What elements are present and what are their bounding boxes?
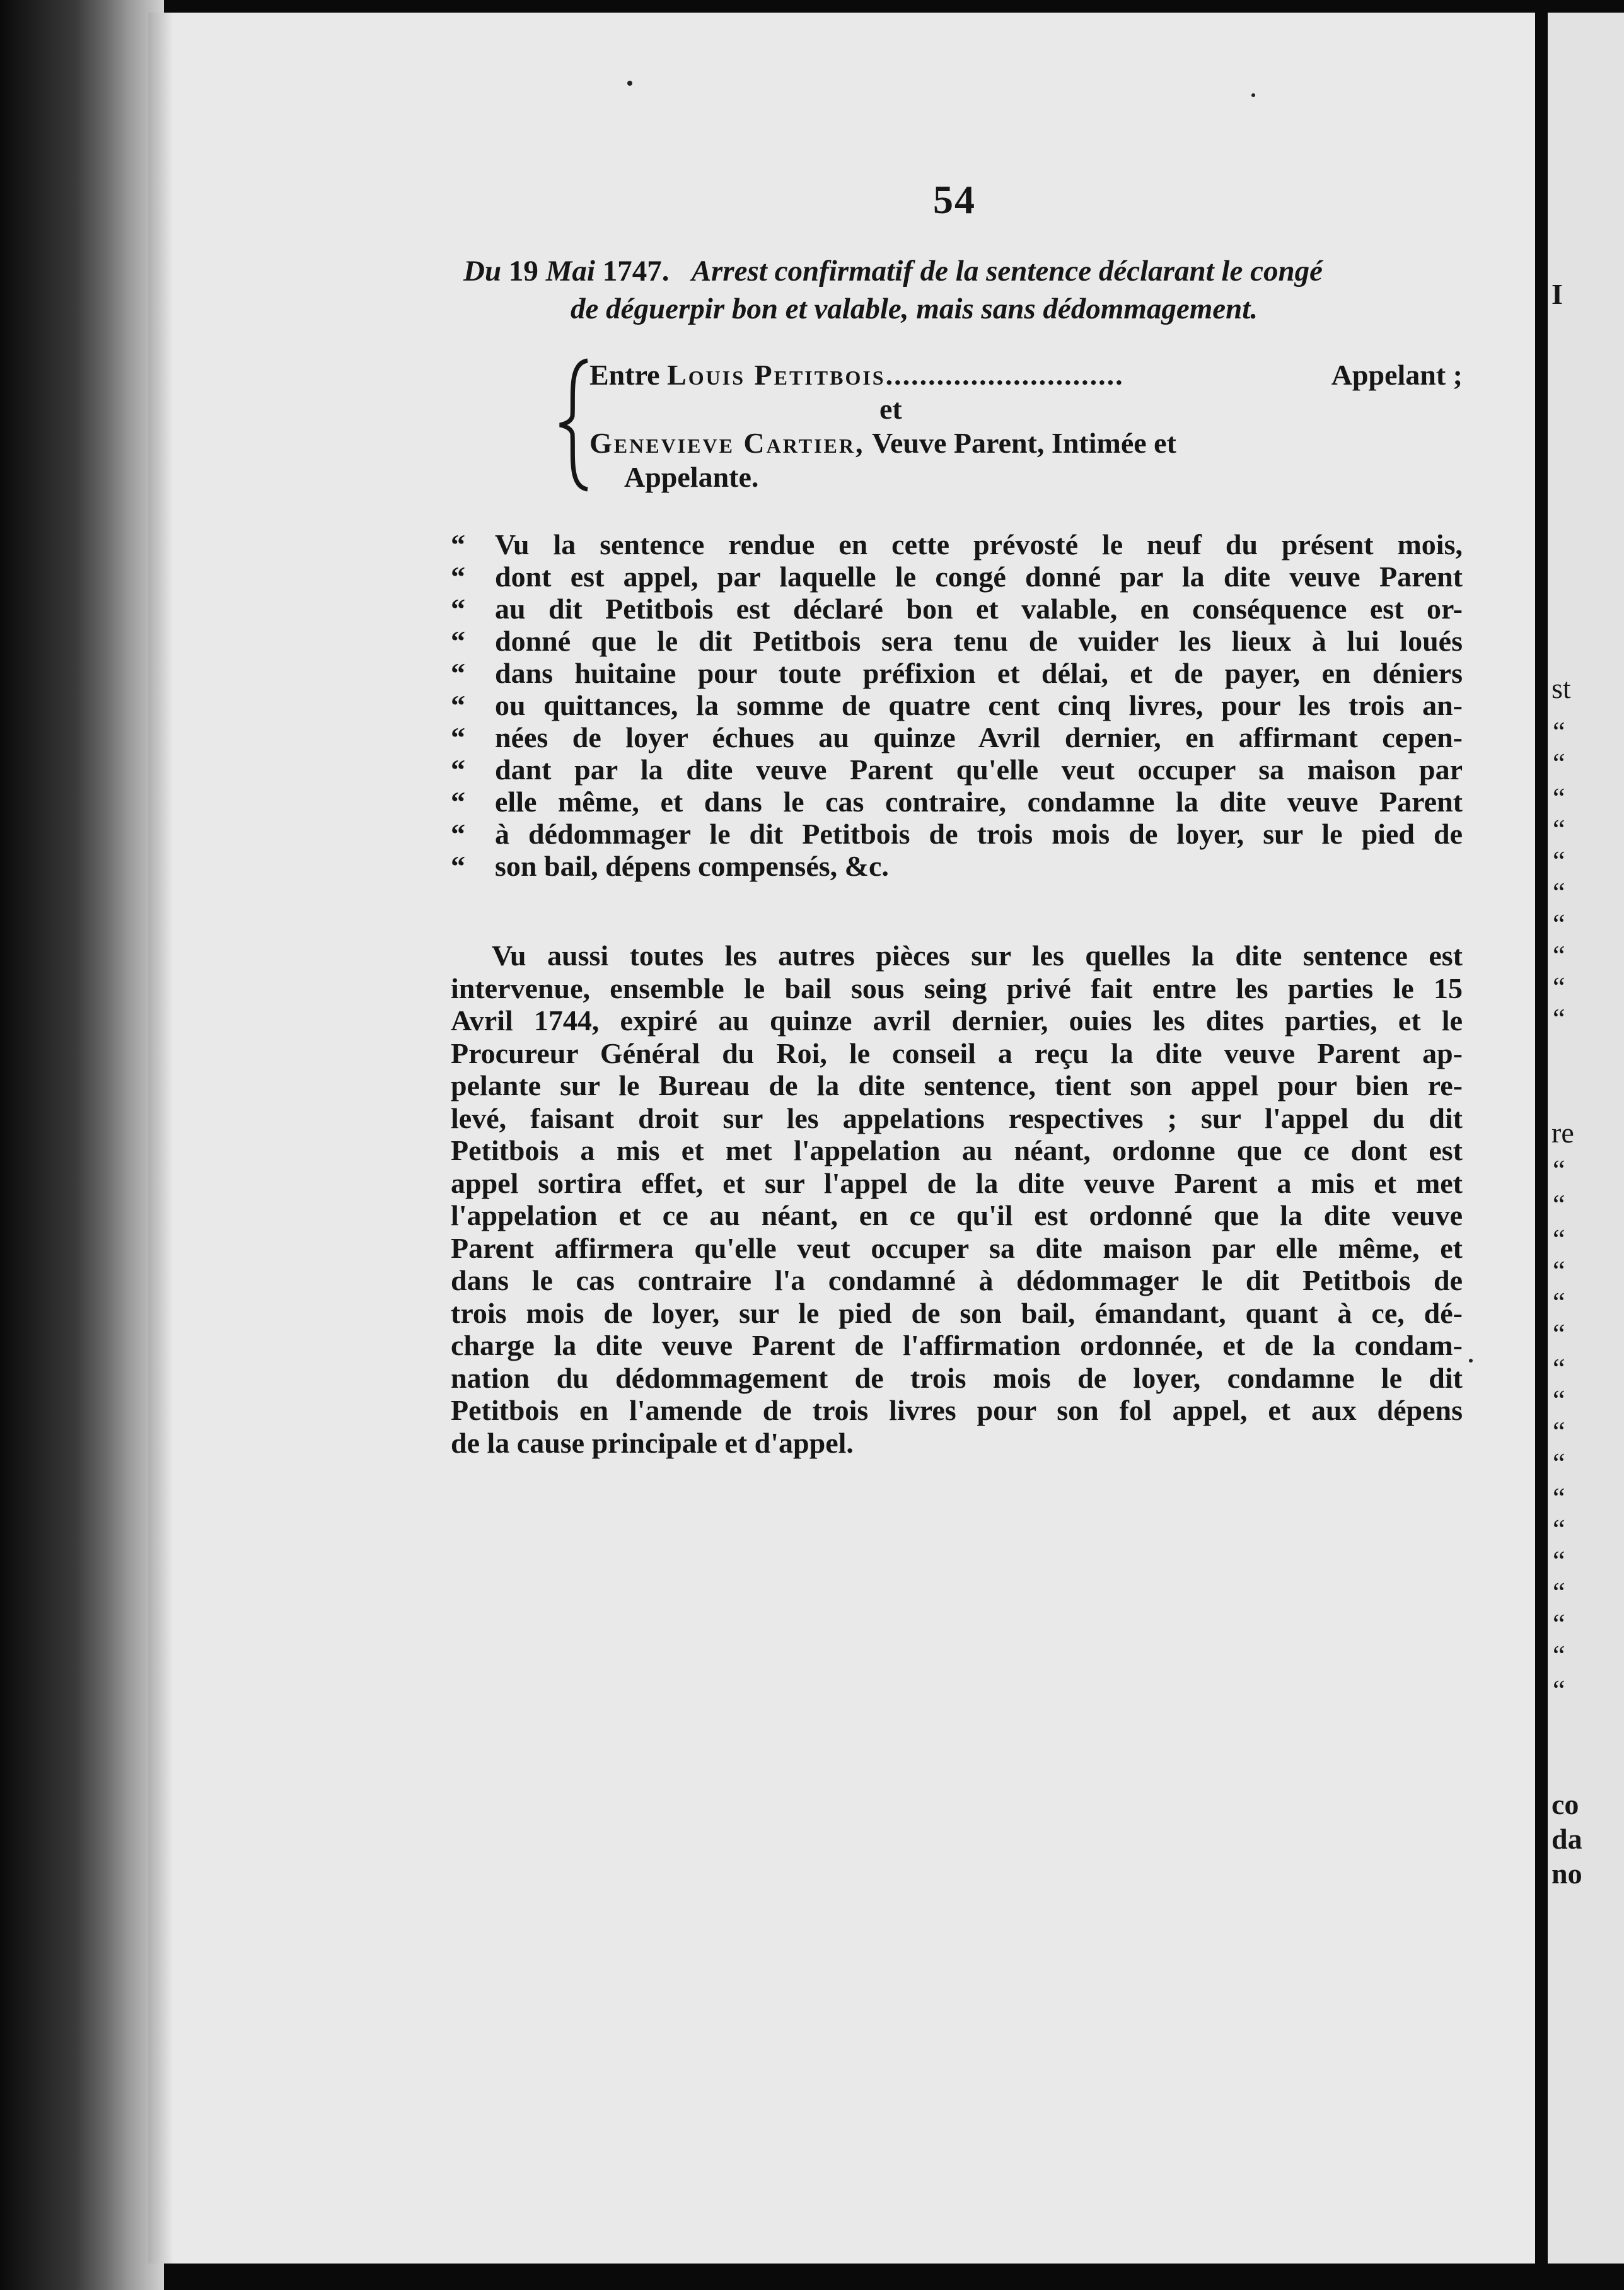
case-date	[463, 255, 669, 288]
facing-page-letter: da	[1552, 1823, 1582, 1855]
facing-page-letter: re	[1552, 1117, 1574, 1149]
date-year: 1747.	[602, 255, 670, 288]
conjunction-et: et	[879, 393, 902, 425]
facing-page-quote-marker: “	[1553, 748, 1565, 779]
quote-marker: “	[451, 818, 465, 850]
quote-marker: “	[451, 657, 465, 689]
facing-page-quote-marker: “	[1553, 1577, 1565, 1608]
quote-line	[451, 850, 1463, 882]
date-month: Mai	[545, 255, 595, 288]
facing-page-quote-marker: “	[1553, 1448, 1565, 1479]
facing-page-quote-marker: “	[1553, 909, 1565, 939]
quote-line	[451, 786, 1463, 818]
quote-marker: “	[451, 786, 465, 818]
quote-marker: “	[451, 753, 465, 786]
quote-marker: “	[451, 561, 465, 593]
quote-line-text: à dédommager le dit Petitbois de trois mois de loyer, sur le pied de	[495, 818, 1463, 850]
date-day: 19	[508, 255, 538, 288]
facing-page-quote-marker: “	[1553, 1514, 1565, 1545]
quote-line	[451, 818, 1463, 850]
facing-page-quote-marker: “	[1553, 1385, 1565, 1415]
case-title-line-2: de déguerpir bon et valable, mais sans dédommagement.	[571, 293, 1258, 325]
body-line: de la cause principale et d'appel.	[451, 1426, 854, 1459]
quote-marker: “	[451, 721, 465, 753]
facing-page-letter: co	[1552, 1788, 1579, 1820]
body-line: l'appelation et ce au néant, en ce qu'il est ordonné que la dite veuve	[451, 1199, 1463, 1231]
entre-label: Entre	[589, 359, 660, 391]
body-line: Avril 1744, expiré au quinze avril dernier, ouies les dites parties, et le	[451, 1004, 1463, 1037]
respondent-role: Appelante.	[624, 461, 759, 493]
facing-page-quote-marker: “	[1553, 1545, 1565, 1576]
facing-page-quote-marker: “	[1553, 1675, 1565, 1706]
body-line: dans le cas contraire l'a condamné à dédommager le dit Petitbois de	[451, 1264, 1463, 1296]
quote-line-text: donné que le dit Petitbois sera tenu de vuider les lieux à lui loués	[495, 625, 1463, 657]
facing-page-quote-marker: “	[1553, 846, 1565, 876]
parties-block	[589, 358, 1463, 494]
ink-speck	[627, 81, 632, 86]
body-line: nation du dédommagement de trois mois de loyer, condamne le dit	[451, 1361, 1463, 1394]
body-line: levé, faisant droit sur les appelations respectives ; sur l'appel du dit	[451, 1101, 1463, 1134]
facing-page-quote-marker: “	[1553, 1154, 1565, 1185]
facing-page-quote-marker: “	[1553, 1189, 1565, 1220]
page-gutter	[1535, 0, 1548, 2290]
quote-line-text: nées de loyer échues au quinze Avril dernier, en affirmant cepen-	[495, 721, 1463, 753]
appellant-name: Louis Petitbois	[667, 359, 886, 391]
facing-page-letter: st	[1552, 672, 1571, 704]
facing-page-quote-marker: “	[1553, 1640, 1565, 1671]
quote-marker: “	[451, 528, 465, 561]
body-line: appel sortira effet, et sur l'appel de la dite veuve Parent a mis et met	[451, 1166, 1463, 1199]
body-line: trois mois de loyer, sur le pied de son bail, émandant, quant à ce, dé-	[451, 1296, 1463, 1329]
book-binding-edge	[0, 0, 164, 2290]
quote-line-text: elle même, et dans le cas contraire, condamne la dite veuve Parent	[495, 786, 1463, 818]
quote-marker: “	[451, 689, 465, 721]
facing-page-quote-marker: “	[1553, 972, 1565, 1003]
facing-page-quote-marker: “	[1553, 1318, 1565, 1349]
curly-brace	[555, 358, 593, 492]
quote-line	[451, 625, 1463, 657]
body-line: pelante sur le Bureau de la dite sentence, tient son appel pour bien re-	[451, 1069, 1463, 1101]
case-heading	[463, 252, 1459, 328]
body-line: charge la dite veuve Parent de l'affirmation ordonnée, et de la condam-	[451, 1329, 1463, 1361]
facing-page-quote-marker: “	[1553, 814, 1565, 845]
judgment-body	[451, 939, 1463, 1459]
facing-page-quote-marker: “	[1553, 1255, 1565, 1286]
quote-marker: “	[451, 625, 465, 657]
quote-line-text: ou quittances, la somme de quatre cent cinq livres, pour les trois an-	[495, 689, 1463, 721]
quote-line	[451, 753, 1463, 786]
ink-speck	[1469, 1359, 1473, 1363]
body-line: Petitbois a mis et met l'appelation au néant, ordonne que ce dont est	[451, 1134, 1463, 1166]
appellant-role: Appelant ;	[1331, 359, 1463, 391]
date-prefix: Du	[463, 255, 502, 288]
facing-page-fragment	[1548, 13, 1624, 2264]
heading-line-1	[463, 252, 1459, 290]
body-line: Parent affirmera qu'elle veut occuper sa dite maison par elle même, et	[451, 1231, 1463, 1264]
respondent-name: Genevieve Cartier,	[589, 427, 865, 459]
facing-page-quote-marker: “	[1553, 877, 1565, 908]
page-number: 54	[933, 177, 976, 222]
facing-page-quote-marker: “	[1553, 1482, 1565, 1513]
respondent-description: Veuve Parent, Intimée et	[872, 427, 1176, 459]
facing-page-quote-marker: “	[1553, 1416, 1565, 1447]
leader-dots: ............................	[885, 359, 1124, 391]
body-line: Vu aussi toutes les autres pièces sur les quelles la dite sentence est	[492, 939, 1463, 972]
quote-line	[451, 593, 1463, 625]
quote-line	[451, 657, 1463, 689]
page-gutter-shadow	[148, 13, 173, 2264]
quote-line	[451, 689, 1463, 721]
ink-speck	[1251, 93, 1255, 97]
facing-page-letter: I	[1552, 278, 1563, 310]
facing-page-quote-marker: “	[1553, 1003, 1565, 1034]
body-line: intervenue, ensemble le bail sous seing privé fait entre les parties le 15	[451, 972, 1463, 1004]
quote-line-text: dont est appel, par laquelle le congé donné par la dite veuve Parent	[495, 561, 1463, 593]
quote-line	[451, 721, 1463, 753]
quoted-sentence	[451, 528, 1463, 882]
quote-marker: “	[451, 850, 465, 882]
quote-line	[451, 561, 1463, 593]
facing-page-quote-marker: “	[1553, 940, 1565, 971]
case-title-line-1: Arrest confirmatif de la sentence déclarant le congé	[691, 255, 1323, 288]
quote-line-text: son bail, dépens compensés, &c.	[495, 850, 889, 882]
body-line: Petitbois en l'amende de trois livres pour son fol appel, et aux dépens	[451, 1394, 1463, 1426]
quote-line-text: dans huitaine pour toute préfixion et délai, et de payer, en déniers	[495, 657, 1463, 689]
facing-page-quote-marker: “	[1553, 782, 1565, 813]
quote-line-text: au dit Petitbois est déclaré bon et valable, en conséquence est or-	[495, 593, 1463, 625]
facing-page-quote-marker: “	[1553, 1353, 1565, 1384]
respondent-row	[589, 426, 1463, 460]
facing-page-quote-marker: “	[1553, 1608, 1565, 1639]
quote-line-text: dant par la dite veuve Parent qu'elle veut occuper sa maison par	[495, 753, 1463, 786]
quote-line-text: Vu la sentence rendue en cette prévosté le neuf du présent mois,	[495, 528, 1463, 561]
facing-page-quote-marker: “	[1553, 1224, 1565, 1255]
appellant-row	[589, 358, 1463, 392]
body-line: Procureur Général du Roi, le conseil a reçu la dite veuve Parent ap-	[451, 1037, 1463, 1069]
quote-line	[451, 528, 1463, 561]
facing-page-quote-marker: “	[1553, 1287, 1565, 1318]
facing-page-quote-marker: “	[1553, 716, 1565, 747]
quote-marker: “	[451, 593, 465, 625]
facing-page-letter: no	[1552, 1857, 1582, 1890]
